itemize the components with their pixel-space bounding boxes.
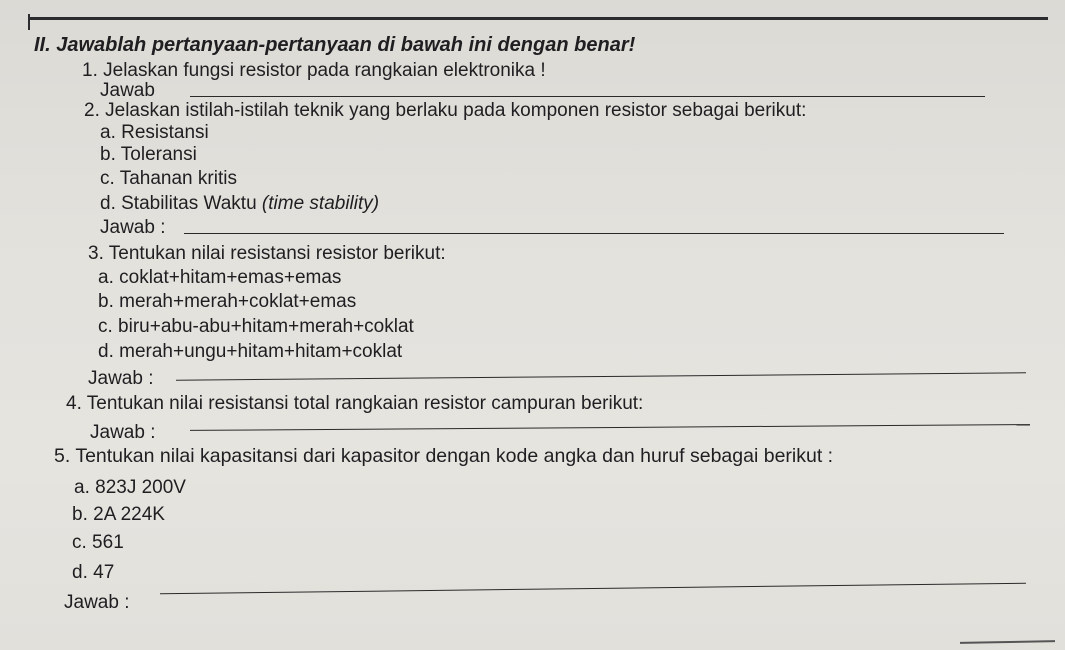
question-2-answer-line[interactable] (184, 233, 1004, 234)
question-5-answer-line[interactable] (160, 583, 1026, 595)
question-2-option-b: b. Toleransi (100, 144, 197, 165)
question-1-answer-line[interactable] (190, 96, 985, 97)
section-title: II. Jawablah pertanyaan-pertanyaan di bawah ini dengan benar! (34, 34, 636, 56)
question-5-answer-label: Jawab : (64, 592, 130, 613)
question-3-answer-label: Jawab : (88, 368, 154, 389)
question-3-option-a: a. coklat+hitam+emas+emas (98, 267, 342, 288)
question-4-answer-label: Jawab : (90, 422, 156, 443)
question-1-answer-label: Jawab (100, 80, 155, 101)
question-3-option-d: d. merah+ungu+hitam+hitam+coklat (98, 341, 403, 362)
question-1-text: 1. Jelaskan fungsi resistor pada rangkaian elektronika ! (82, 60, 546, 81)
question-2-option-d: d. Stabilitas Waktu (time stability) (100, 193, 380, 214)
question-3-text: 3. Tentukan nilai resistansi resistor berikut: (88, 243, 446, 264)
question-2-option-c: c. Tahanan kritis (100, 168, 237, 189)
question-4-answer-line[interactable] (190, 424, 1030, 431)
question-5-option-c: c. 561 (72, 532, 124, 553)
question-2-option-a: a. Resistansi (100, 122, 209, 143)
question-2-text: 2. Jelaskan istilah-istilah teknik yang berlaku pada komponen resistor sebagai berikut: (84, 100, 807, 121)
frame-left-border (28, 14, 30, 30)
question-5-option-d: d. 47 (72, 562, 115, 583)
frame-top-border (30, 17, 1048, 20)
frame-bottom-border (960, 640, 1055, 644)
question-5-option-a: a. 823J 200V (74, 477, 186, 498)
question-5-option-b: b. 2A 224K (72, 504, 165, 525)
question-3-option-c: c. biru+abu-abu+hitam+merah+coklat (98, 316, 414, 337)
question-3-option-b: b. merah+merah+coklat+emas (98, 291, 357, 312)
question-2-answer-label: Jawab : (100, 217, 166, 238)
question-4-text: 4. Tentukan nilai resistansi total rangkaian resistor campuran berikut: (66, 393, 644, 414)
question-5-text: 5. Tentukan nilai kapasitansi dari kapasitor dengan kode angka dan huruf sebagai berikut : (54, 445, 834, 467)
question-3-answer-line[interactable] (176, 372, 1026, 380)
